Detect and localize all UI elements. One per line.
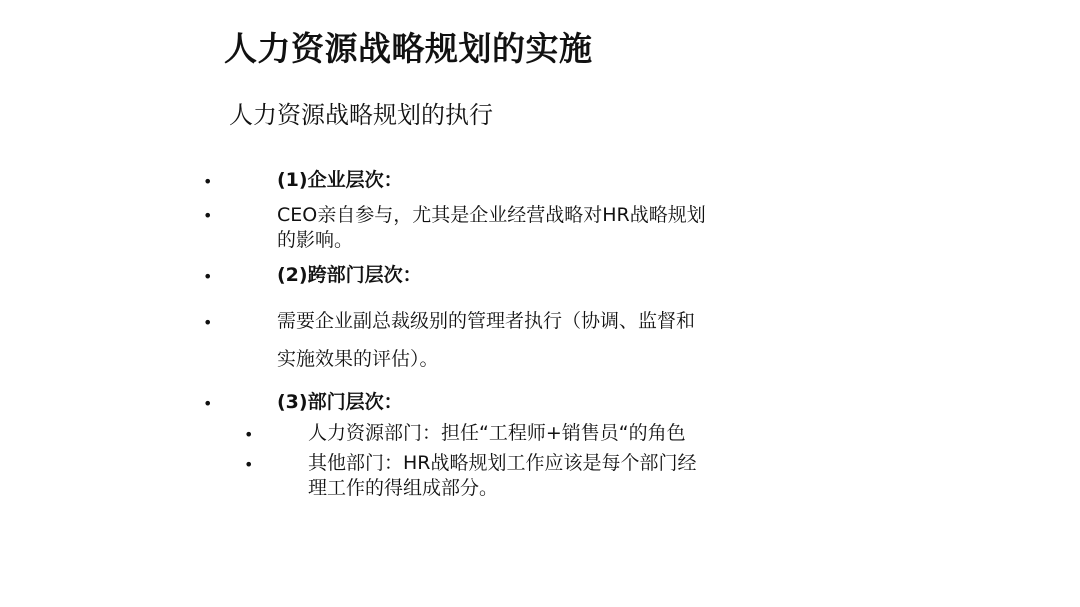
bullet-item-department-level: (3)部门层次： bbox=[277, 391, 403, 413]
bullet-item-evaluation: 实施效果的评估）。 bbox=[277, 348, 439, 370]
bullet-item-cross-department-level: (2)跨部门层次： bbox=[277, 264, 422, 286]
bullet-item-ceo-line-1: CEO亲自参与，尤其是企业经营战略对HR战略规划 bbox=[277, 204, 706, 226]
bullet-marker: • bbox=[203, 313, 213, 332]
slide-subtitle: 人力资源战略规划的执行 bbox=[229, 101, 493, 129]
sub-bullet-marker: • bbox=[244, 425, 254, 444]
sub-bullet-marker: • bbox=[244, 455, 254, 474]
bullet-marker: • bbox=[203, 394, 213, 413]
bullet-marker: • bbox=[203, 172, 213, 191]
bullet-item-enterprise-level: (1)企业层次： bbox=[277, 169, 403, 191]
bullet-marker: • bbox=[203, 206, 213, 225]
bullet-item-ceo-line-2: 的影响。 bbox=[277, 229, 354, 251]
sub-item-other-departments-line-2: 理工作的得组成部分。 bbox=[308, 477, 499, 499]
sub-item-other-departments-line-1: 其他部门：HR战略规划工作应该是每个部门经 bbox=[308, 452, 697, 474]
bullet-item-vp-execution: 需要企业副总裁级别的管理者执行（协调、监督和 bbox=[277, 310, 696, 332]
sub-item-hr-department: 人力资源部门：担任“工程师+销售员“的角色 bbox=[308, 422, 686, 444]
bullet-marker: • bbox=[203, 267, 213, 286]
slide-title: 人力资源战略规划的实施 bbox=[224, 29, 593, 68]
